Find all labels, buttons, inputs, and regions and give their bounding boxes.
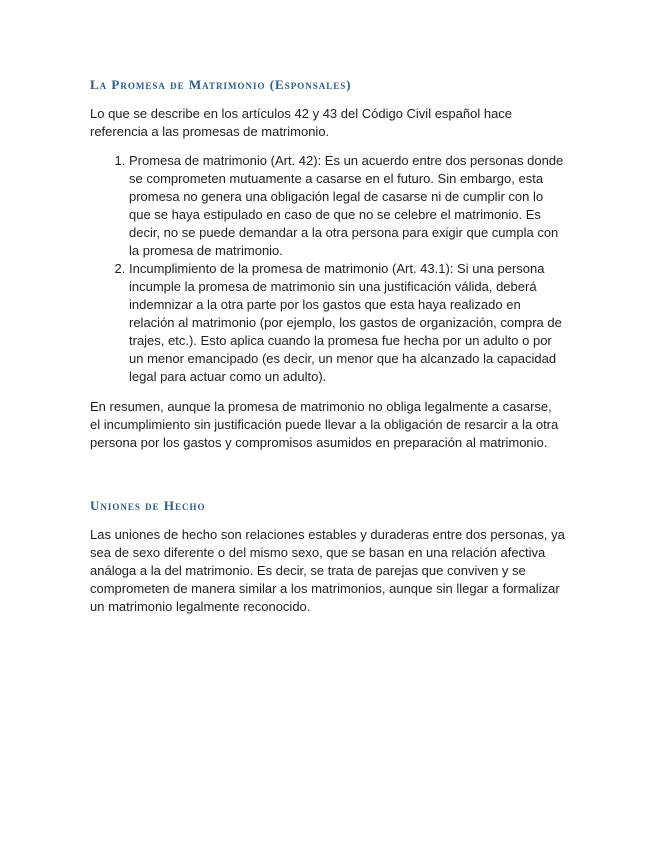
- list-item: 2. Incumplimiento de la promesa de matrimonio (Art. 43.1): Si una persona incumple la promesa de matrimonio sin una justificación válida, deberá indemnizar a la otra parte por los gastos que esta haya realizado en relación al matrimonio (por ejemplo, los gastos de organización, compra de trajes, etc.). Esto aplica cuando la promesa fue hecha por un adulto o por un menor emancipado (es decir, un menor que ha alcanzado la capacidad legal para actuar como un adulto).: [129, 260, 565, 386]
- section-heading-uniones: Uniones de Hecho: [90, 498, 206, 513]
- summary-paragraph: En resumen, aunque la promesa de matrimonio no obliga legalmente a casarse, el incumplimiento sin justificación puede llevar a la obligación de resarcir a la otra persona por los gastos y compromisos asumidos en preparación al matrimonio.: [90, 399, 559, 450]
- intro-paragraph: Lo que se describe en los artículos 42 y 43 del Código Civil español hace referencia a las promesas de matrimonio.: [90, 106, 513, 139]
- articles-list: [90, 152, 565, 386]
- uniones-paragraph: Las uniones de hecho son relaciones estables y duraderas entre dos personas, ya sea de sexo diferente o del mismo sexo, que se basan en una relación afectiva análoga a la del matrimonio. Es decir, se trata de parejas que conviven y se comprometen de manera similar a los matrimonios, aunque sin llegar a formalizar un matrimonio legalmente reconocido.: [90, 527, 565, 614]
- list-item: 1. Promesa de matrimonio (Art. 42): Es un acuerdo entre dos personas donde se comprometen mutuamente a casarse en el futuro. Sin embargo, esta promesa no genera una obligación legal de casarse ni de cumplir con lo que se haya estipulado en caso de que no se celebre el matrimonio. Es decir, no se puede demandar a la otra persona para exigir que cumpla con la promesa de matrimonio.: [129, 152, 565, 260]
- document-page: [90, 76, 565, 616]
- section-heading-promesa: La Promesa de Matrimonio (Esponsales): [90, 77, 352, 92]
